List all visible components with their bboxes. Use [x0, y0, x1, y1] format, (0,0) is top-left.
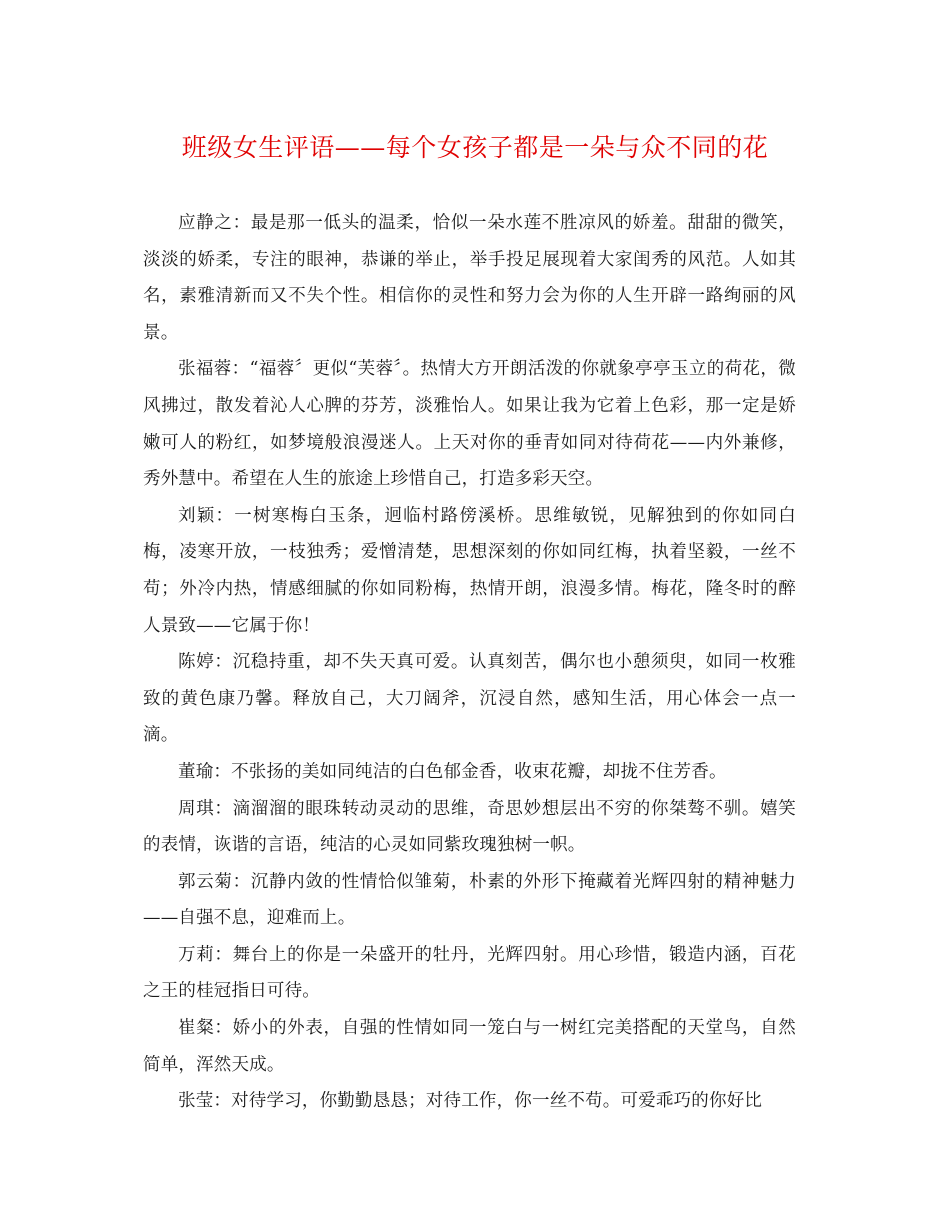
- paragraph-wan-li: 万莉：舞台上的你是一朵盛开的牡丹，光辉四射。用心珍惜，锻造内涵，百花之王的桂冠指日可待。: [143, 944, 796, 1002]
- paragraph-ying-jingzhi: 应静之：最是那一低头的温柔，恰似一朵水莲不胜凉风的娇羞。甜甜的微笑，淡淡的娇柔，专注的眼神，恭谦的举止，举手投足展现着大家闺秀的风范。人如其名，素雅清新而又不失个性。相信你的灵性和努力会为你的人生开辟一路绚丽的风景。: [143, 213, 796, 343]
- document-title: 班级女生评语——每个女孩子都是一朵与众不同的花: [181, 133, 769, 162]
- paragraph-chen-ting: 陈婷：沉稳持重，却不失天真可爱。认真刻苦，偶尔也小憩须臾，如同一枚雅致的黄色康乃馨。释放自己，大刀阔斧，沉浸自然，感知生活，用心体会一点一滴。: [143, 652, 796, 746]
- paragraph-zhou-qi: 周琪：滴溜溜的眼珠转动灵动的思维，奇思妙想层出不穷的你桀骜不驯。嬉笑的表情，诙谐的言语，纯洁的心灵如同紫玫瑰独树一帜。: [143, 798, 796, 856]
- paragraph-liu-ying: 刘颖：一树寒梅白玉条，迥临村路傍溪桥。思维敏锐，见解独到的你如同白梅，凌寒开放，一枝独秀；爱憎清楚，思想深刻的你如同红梅，执着坚毅，一丝不苟；外冷内热，情感细腻的你如同粉梅，热情开朗，浪漫多情。梅花，隆冬时的醉人景致——它属于你！: [143, 505, 796, 636]
- paragraph-dong-yu: 董瑜：不张扬的美如同纯洁的白色郁金香，收束花瓣，却拢不住芳香。: [178, 761, 727, 782]
- paragraph-cui-can: 崔粲：娇小的外表，自强的性情如同一笼白与一树红完美搭配的天堂鸟，自然简单，浑然天成。: [143, 1018, 796, 1075]
- paragraph-guo-yunju: 郭云菊：沉静内敛的性情恰似雏菊，朴素的外形下掩藏着光辉四射的精神魅力——自强不息，迎难而上。: [143, 871, 796, 929]
- paragraph-zhang-ying: 张莹：对待学习，你勤勤恳恳；对待工作，你一丝不苟。可爱乖巧的你好比: [178, 1091, 763, 1112]
- paragraph-zhang-furong: 张福蓉：“福蓉〞更似“芙蓉〞。热情大方开朗活泼的你就象亭亭玉立的荷花，微风拂过，散发着沁人心脾的芬芳，淡雅怡人。如果让我为它着上色彩，那一定是娇嫩可人的粉红，如梦境般浪漫迷人。上天对你的垂青如同对待荷花——内外兼修，秀外慧中。希望在人生的旅途上珍惜自己，打造多彩天空。: [143, 359, 796, 490]
- document-body: [143, 205, 796, 1120]
